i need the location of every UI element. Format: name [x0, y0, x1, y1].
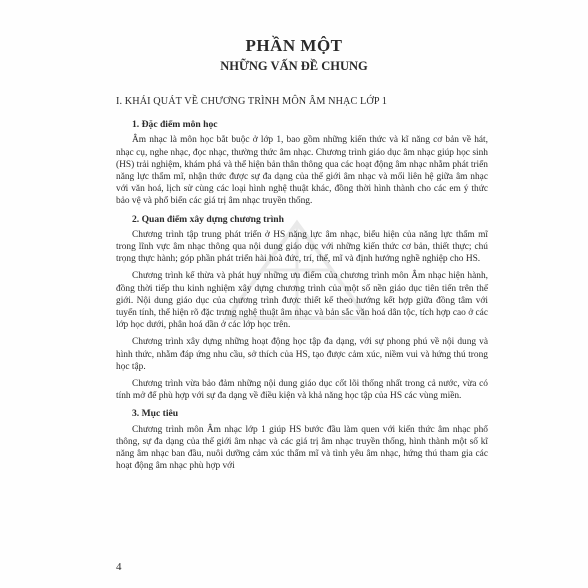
paragraph: Chương trình môn Âm nhạc lớp 1 giúp HS bước đầu làm quen với kiến thức âm nhạc phổ thông, sự đa dạng của thế giới âm nhạc và các giá trị âm nhạc truyền thống, hình thành một số kĩ năng âm nhạc ban đầu, nuôi dưỡng cảm xúc thẩm mĩ và tình yêu âm nhạc, hứng thú tham gia các hoạt động âm nhạc phù hợp với: [116, 424, 488, 472]
paragraph: Chương trình kế thừa và phát huy những ưu điểm của chương trình môn Âm nhạc hiện hành, đồng thời tiếp thu kinh nghiệm xây dựng chương trình của một số nền giáo dục tiên tiến trên thế giới. Nội dung giáo dục của chương trình được thiết kế theo hướng kết hợp giữa đồng tâm với tuyến tính, thể hiện rõ đặc trưng nghệ thuật âm nhạc và bản sắc văn hoá dân tộc, tích hợp cao ở các lớp học dưới, phân hoá dần ở các lớp học trên.: [116, 271, 488, 331]
paragraph: Âm nhạc là môn học bắt buộc ở lớp 1, bao gồm những kiến thức và kĩ năng cơ bản về hát, nhạc cụ, nghe nhạc, đọc nhạc, thường thức âm nhạc. Chương trình giáo dục âm nhạc giúp học sinh (HS) trải nghiệm, khám phá và thể hiện bản thân thông qua các hoạt động âm nhạc nhằm phát triển năng lực thẩm mĩ, nhận thức được sự đa dạng của thế giới âm nhạc và mối liên hệ giữa âm nhạc với văn hoá, lịch sử cùng các loại hình nghệ thuật khác, đồng thời hình thành cho các em ý thức bảo vệ và phổ biến các giá trị âm nhạc truyền thống.: [116, 135, 488, 207]
page-number: 4: [116, 561, 122, 573]
part-title: PHẦN MỘT: [245, 36, 343, 55]
paragraph: Chương trình tập trung phát triển ở HS năng lực âm nhạc, biểu hiện của năng lực thẩm mĩ trong lĩnh vực âm nhạc thông qua nội dung giáo dục với những kiến thức cơ bản, thiết thực; chú trọng thực hành; góp phần phát triển hài hoà đức, trí, thể, mĩ và định hướng nghề nghiệp cho HS.: [116, 229, 488, 265]
section-approach: [116, 214, 488, 403]
section-heading: 3. Mục tiêu: [132, 408, 179, 420]
main-heading: I. KHÁI QUÁT VỀ CHƯƠNG TRÌNH MÔN ÂM NHẠC LỚP 1: [116, 96, 388, 107]
part-subtitle: NHỮNG VẤN ĐỀ CHUNG: [220, 59, 368, 73]
section-characteristics: [116, 119, 488, 207]
section-objectives: [116, 408, 488, 472]
main-content: [116, 96, 488, 478]
section-heading: 1. Đặc điểm môn học: [132, 119, 218, 131]
section-heading: 2. Quan điểm xây dựng chương trình: [132, 213, 284, 225]
paragraph: Chương trình xây dựng những hoạt động học tập đa dạng, với sự phong phú về nội dung và hình thức, nhằm đáp ứng nhu cầu, sở thích của HS, tạo được cảm xúc, niềm vui và hứng thú trong học tập.: [116, 337, 488, 372]
paragraph: Chương trình vừa bảo đảm những nội dung giáo dục cốt lõi thống nhất trong cả nước, vừa có tính mở để phù hợp với sự đa dạng về điều kiện và khả năng học tập của HS các vùng miền.: [116, 379, 488, 402]
